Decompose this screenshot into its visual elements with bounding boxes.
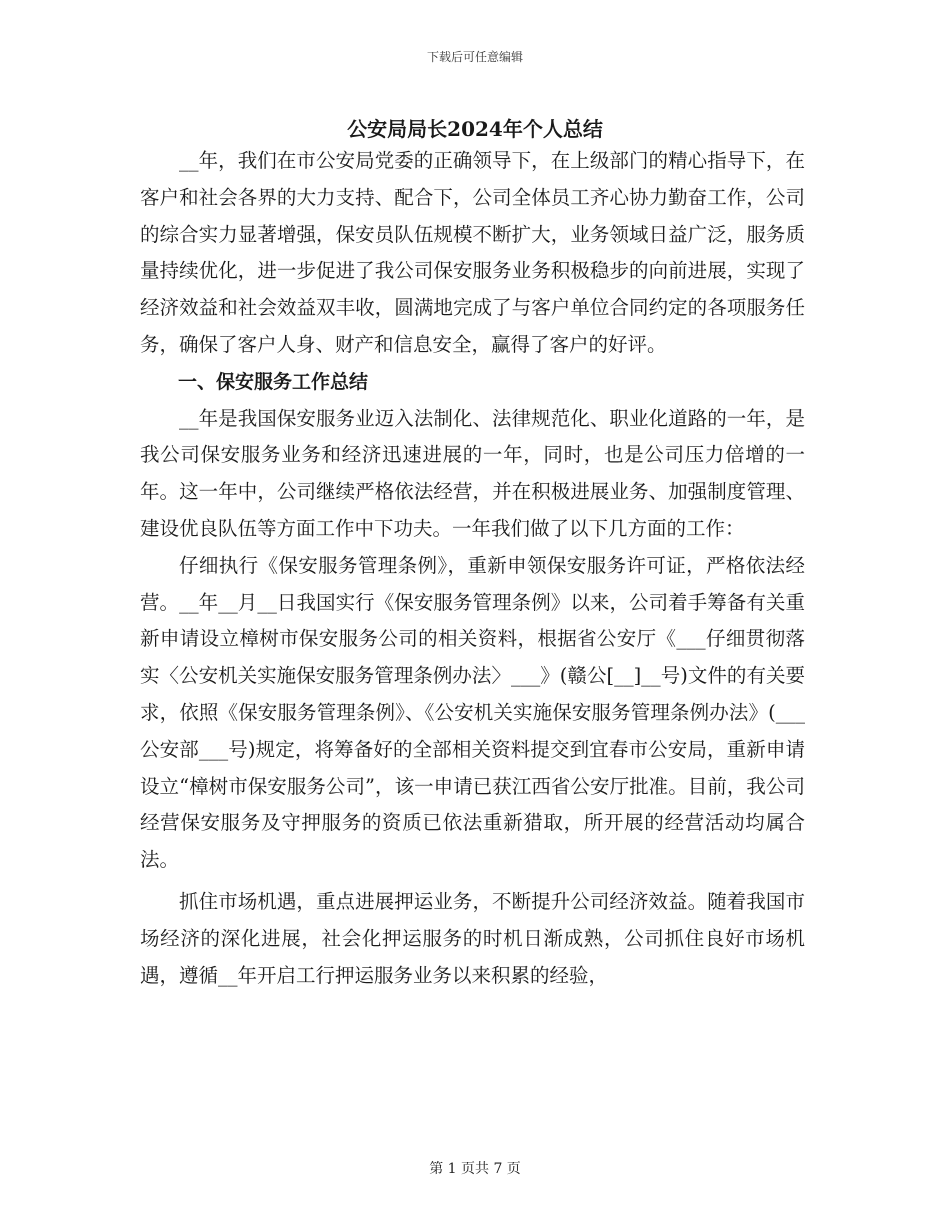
page-header-note: 下载后可任意编辑 [426, 50, 523, 64]
document-body [140, 143, 805, 994]
paragraph-regulations: 仔细执行《保安服务管理条例》，重新申领保安服务许可证，严格依法经营。__年__月__日我国实行《保安服务管理条例》以来，公司着手筹备有关重新申请设立樟树市保安服务公司的相关资料，根据省公安厅《___仔细贯彻落实〈公安机关实施保安服务管理条例办法〉___》(赣公[__]__号)文件的有关要求，依照《保安服务管理条例》、《公安机关实施保安服务管理条例办法》(___公安部___号)规定，将筹备好的全部相关资料提交到宜春市公安局，重新申请设立“樟树市保安服务公司”，该一申请已获江西省公安厅批准。目前，我公司经营保安服务及守押服务的资质已依法重新猎取，所开展的经营活动均属合法。 [140, 553, 805, 872]
document-title: 公安局局长2024年个人总结 [347, 117, 603, 141]
paragraph-overview: __年是我国保安服务业迈入法制化、法律规范化、职业化道路的一年，是我公司保安服务业务和经济迅速进展的一年，同时，也是公司压力倍增的一年。这一年中，公司继续严格依法经营，并在积极进展业务、加强制度管理、建设优良队伍等方面工作中下功夫。一年我们做了以下几方面的工作： [140, 406, 805, 540]
page-footer: 第 1 页共 7 页 [429, 1161, 521, 1177]
section-heading: 一、保安服务工作总结 [178, 370, 369, 393]
paragraph-intro: __年，我们在市公安局党委的正确领导下，在上级部门的精心指导下，在客户和社会各界的大力支持、配合下，公司全体员工齐心协力勤奋工作，公司的综合实力显著增强，保安员队伍规模不断扩大，业务领域日益广泛，服务质量持续优化，进一步促进了我公司保安服务业务积极稳步的向前进展，实现了经济效益和社会效益双丰收，圆满地完成了与客户单位合同约定的各项服务任务，确保了客户人身、财产和信息安全，赢得了客户的好评。 [140, 149, 805, 356]
paragraph-escort-business: 抓住市场机遇，重点进展押运业务，不断提升公司经济效益。随着我国市场经济的深化进展，社会化押运服务的时机日渐成熟，公司抓住良好市场机遇，遵循__年开启工行押运服务业务以来积累的经验， [140, 889, 805, 987]
